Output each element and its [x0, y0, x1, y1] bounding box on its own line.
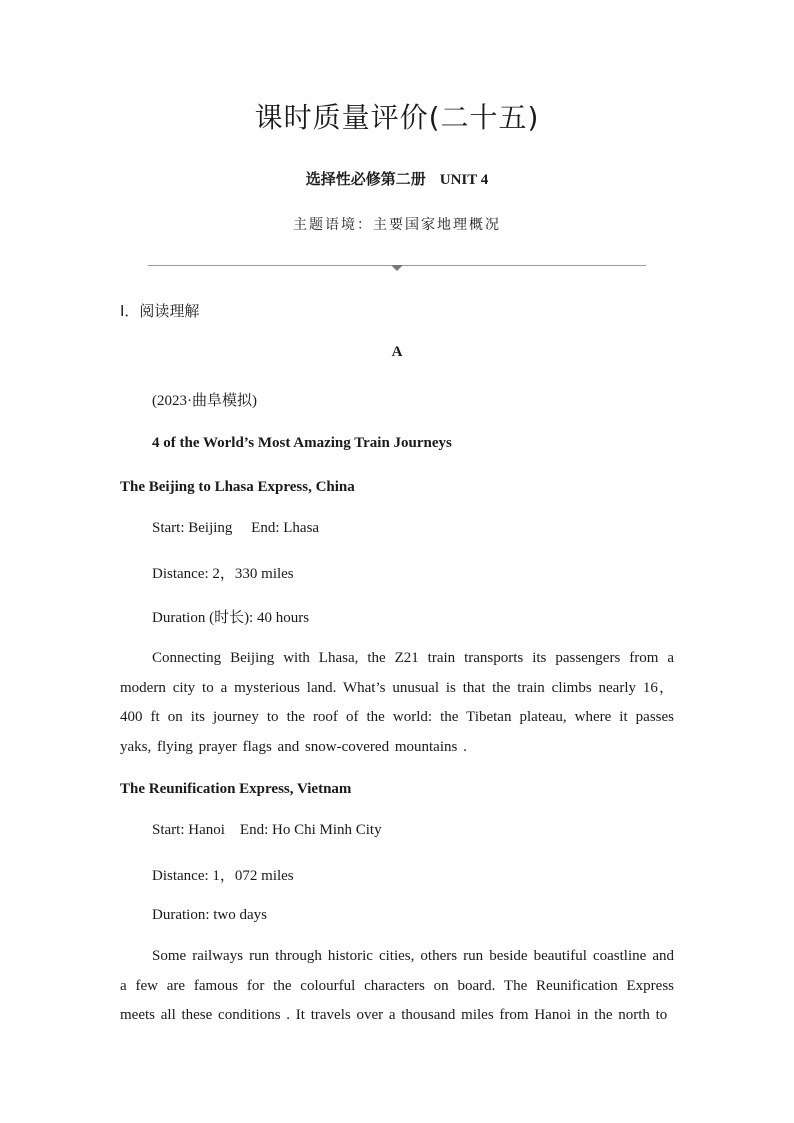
journey-distance: Distance: 1，072 miles	[152, 868, 294, 884]
journey-duration: Duration: two days	[152, 907, 267, 923]
journey-start-end: Start: Beijing End: Lhasa	[152, 520, 320, 536]
passage-source: (2023·曲阜模拟)	[152, 393, 257, 409]
journey-paragraph: Connecting Beijing with Lhasa, the Z21 train transports its passengers from a modern city to a mysterious land. What’s unusual is that the train climbs nearly 16，400 ft on its journey to the roof of the world: the Tibetan plateau, where it passes yaks, flying prayer flags and snow-covered mountains .	[120, 650, 674, 755]
journey-distance: Distance: 2，330 miles	[152, 566, 294, 582]
subtitle-book: 选择性必修第二册	[305, 170, 426, 188]
page-subtitle	[0, 168, 794, 189]
journey-duration: Duration (时长): 40 hours	[152, 610, 310, 626]
journey-heading: The Beijing to Lhasa Express, China	[120, 479, 355, 495]
theme-context: 主题语境：主要国家地理概况	[293, 217, 501, 233]
divider-arrow-icon	[391, 265, 403, 271]
journey-start-end: Start: Hanoi End: Ho Chi Minh City	[152, 822, 382, 838]
page-title: 课时质量评价(二十五)	[254, 101, 540, 134]
journey-heading: The Reunification Express, Vietnam	[120, 781, 352, 797]
section-heading: Ⅰ．阅读理解	[120, 302, 200, 320]
journey-paragraph: Some railways run through historic cities, others run beside beautiful coastline and a few are famous for the colourful characters on board. The Reunification Express meets all these conditions . It travels over a thousand miles from Hanoi in the north to	[120, 948, 674, 1023]
passage-letter: A	[391, 344, 403, 360]
subtitle-unit: UNIT 4	[439, 172, 489, 188]
article-title: 4 of the World’s Most Amazing Train Journeys	[152, 435, 452, 451]
